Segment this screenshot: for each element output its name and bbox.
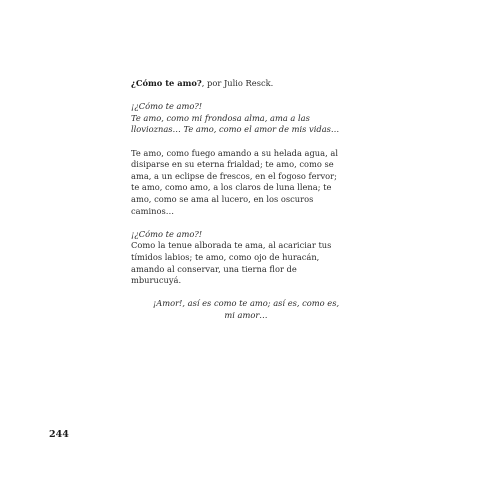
stanza-3-line: tímidos labios; te amo, como ojo de huracán, <box>131 251 320 262</box>
closing-line: mi amor… <box>224 309 268 320</box>
poem-text <box>131 78 343 333</box>
stanza-2-line: amo, como se ama al lucero, en los oscuros <box>131 193 314 204</box>
page-number: 244 <box>49 429 69 440</box>
stanza-2-line: te amo, como amo, a los claros de luna llena; te <box>131 182 332 193</box>
closing-line: ¡Amor!, así es como te amo; así es, como es, <box>152 298 340 309</box>
stanza-2-line: Te amo, como fuego amando a su helada agua, al <box>131 147 338 158</box>
stanza-3-line: mburucuyá. <box>131 275 182 286</box>
stanza-2-line: disiparse en su eterna frialdad; te amo, como se <box>131 159 334 170</box>
stanza-1-line: ¡¿Cómo te amo?! <box>131 101 203 112</box>
poem-heading <box>131 78 343 90</box>
stanza-2-line: caminos… <box>131 205 175 216</box>
stanza-1-line: Te amo, como mi frondosa alma, ama a las <box>131 112 310 123</box>
closing-stanza <box>131 298 343 321</box>
stanza-2-line: ama, a un eclipse de frescos, en el fogoso fervor; <box>131 170 337 181</box>
stanza-1-line: llovioznas… Te amo, como el amor de mis vidas… <box>131 124 340 135</box>
stanza-3-line: amando al conservar, una tierna flor de <box>131 263 297 274</box>
stanza-3-line: ¡¿Cómo te amo?! <box>131 228 203 239</box>
poem-byline: , por Julio Resck. <box>201 78 274 88</box>
poem-title: ¿Cómo te amo? <box>131 78 202 88</box>
stanza-3-line: Como la tenue alborada te ama, al acariciar tus <box>131 240 332 251</box>
stanza-3 <box>131 229 343 287</box>
stanza-1 <box>131 101 343 136</box>
stanza-2 <box>131 148 343 218</box>
